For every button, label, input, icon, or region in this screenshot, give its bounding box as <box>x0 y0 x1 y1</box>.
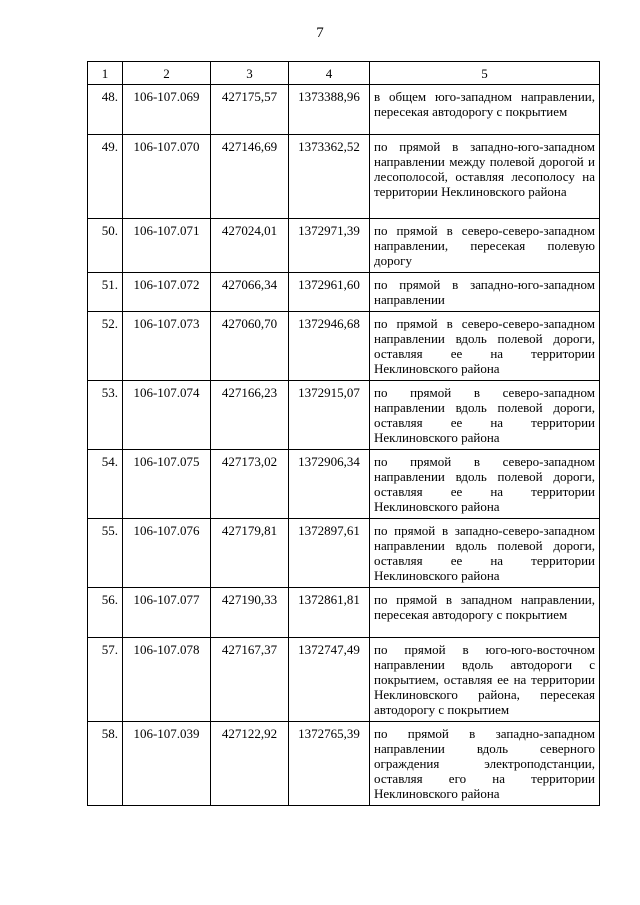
coordinate-x: 427179,81 <box>211 519 289 588</box>
table-row <box>88 381 600 450</box>
coordinate-x: 427173,02 <box>211 450 289 519</box>
table-row <box>88 519 600 588</box>
point-code: 106-107.074 <box>123 381 211 450</box>
point-code: 106-107.070 <box>123 135 211 219</box>
point-code: 106-107.072 <box>123 273 211 312</box>
table-row <box>88 273 600 312</box>
boundary-description: по прямой в западно-северо-западном направлении вдоль полевой дороги, оставляя ее на территории Неклиновского района <box>370 519 600 588</box>
table-row <box>88 638 600 722</box>
point-number: 51. <box>88 273 123 312</box>
coordinate-x: 427060,70 <box>211 312 289 381</box>
boundary-description: по прямой в западно-западном направлении вдоль северного ограждения электроподстанции, оставляя его на территории Неклиновского района <box>370 722 600 806</box>
coordinate-y: 1372906,34 <box>289 450 370 519</box>
boundary-description: по прямой в северо-западном направлении вдоль полевой дороги, оставляя ее на территории Неклиновского района <box>370 450 600 519</box>
boundary-description: по прямой в северо-северо-западном направлении, пересекая полевую дорогу <box>370 219 600 273</box>
header-col-2: 2 <box>123 62 211 85</box>
coordinate-y: 1372946,68 <box>289 312 370 381</box>
coordinate-y: 1372971,39 <box>289 219 370 273</box>
coordinate-x: 427024,01 <box>211 219 289 273</box>
table-row <box>88 450 600 519</box>
table-row <box>88 135 600 219</box>
coordinate-x: 427167,37 <box>211 638 289 722</box>
table-row <box>88 722 600 806</box>
boundary-description: в общем юго-западном направлении, пересекая автодорогу с покрытием <box>370 85 600 135</box>
coordinate-y: 1372961,60 <box>289 273 370 312</box>
point-number: 55. <box>88 519 123 588</box>
coordinate-y: 1372765,39 <box>289 722 370 806</box>
header-col-3: 3 <box>211 62 289 85</box>
point-number: 58. <box>88 722 123 806</box>
table-row <box>88 219 600 273</box>
point-code: 106-107.039 <box>123 722 211 806</box>
coordinate-x: 427066,34 <box>211 273 289 312</box>
point-number: 50. <box>88 219 123 273</box>
boundary-description: по прямой в западном направлении, пересекая автодорогу с покрытием <box>370 588 600 638</box>
coordinate-y: 1372897,61 <box>289 519 370 588</box>
point-code: 106-107.077 <box>123 588 211 638</box>
point-code: 106-107.078 <box>123 638 211 722</box>
coordinate-x: 427175,57 <box>211 85 289 135</box>
point-number: 52. <box>88 312 123 381</box>
boundary-description: по прямой в северо-западном направлении вдоль полевой дороги, оставляя ее на территории Неклиновского района <box>370 381 600 450</box>
coordinate-y: 1372915,07 <box>289 381 370 450</box>
table-row <box>88 312 600 381</box>
coordinate-y: 1372861,81 <box>289 588 370 638</box>
boundary-description: по прямой в западно-юго-западном направлении между полевой дорогой и лесополосой, оставляя лесополосу на территории Неклиновского района <box>370 135 600 219</box>
point-number: 53. <box>88 381 123 450</box>
boundary-description: по прямой в северо-северо-западном направлении вдоль полевой дороги, оставляя ее на территории Неклиновского района <box>370 312 600 381</box>
table-row <box>88 85 600 135</box>
point-number: 48. <box>88 85 123 135</box>
point-number: 56. <box>88 588 123 638</box>
coordinate-x: 427122,92 <box>211 722 289 806</box>
page-number: 7 <box>316 25 324 41</box>
coordinate-x: 427166,23 <box>211 381 289 450</box>
boundary-description: по прямой в юго-юго-восточном направлении вдоль автодороги с покрытием, оставляя ее на территории Неклиновского района, пересекая автодорогу с покрытием <box>370 638 600 722</box>
boundary-description: по прямой в западно-юго-западном направлении <box>370 273 600 312</box>
point-code: 106-107.076 <box>123 519 211 588</box>
point-code: 106-107.075 <box>123 450 211 519</box>
table-header-row <box>88 62 600 85</box>
point-number: 57. <box>88 638 123 722</box>
coordinate-y: 1373388,96 <box>289 85 370 135</box>
header-col-5: 5 <box>370 62 600 85</box>
coordinate-x: 427190,33 <box>211 588 289 638</box>
coordinate-x: 427146,69 <box>211 135 289 219</box>
boundary-table <box>87 61 600 806</box>
point-code: 106-107.073 <box>123 312 211 381</box>
header-col-4: 4 <box>289 62 370 85</box>
point-number: 54. <box>88 450 123 519</box>
coordinate-y: 1373362,52 <box>289 135 370 219</box>
coordinate-y: 1372747,49 <box>289 638 370 722</box>
point-number: 49. <box>88 135 123 219</box>
table-row <box>88 588 600 638</box>
header-col-1: 1 <box>88 62 123 85</box>
point-code: 106-107.069 <box>123 85 211 135</box>
point-code: 106-107.071 <box>123 219 211 273</box>
